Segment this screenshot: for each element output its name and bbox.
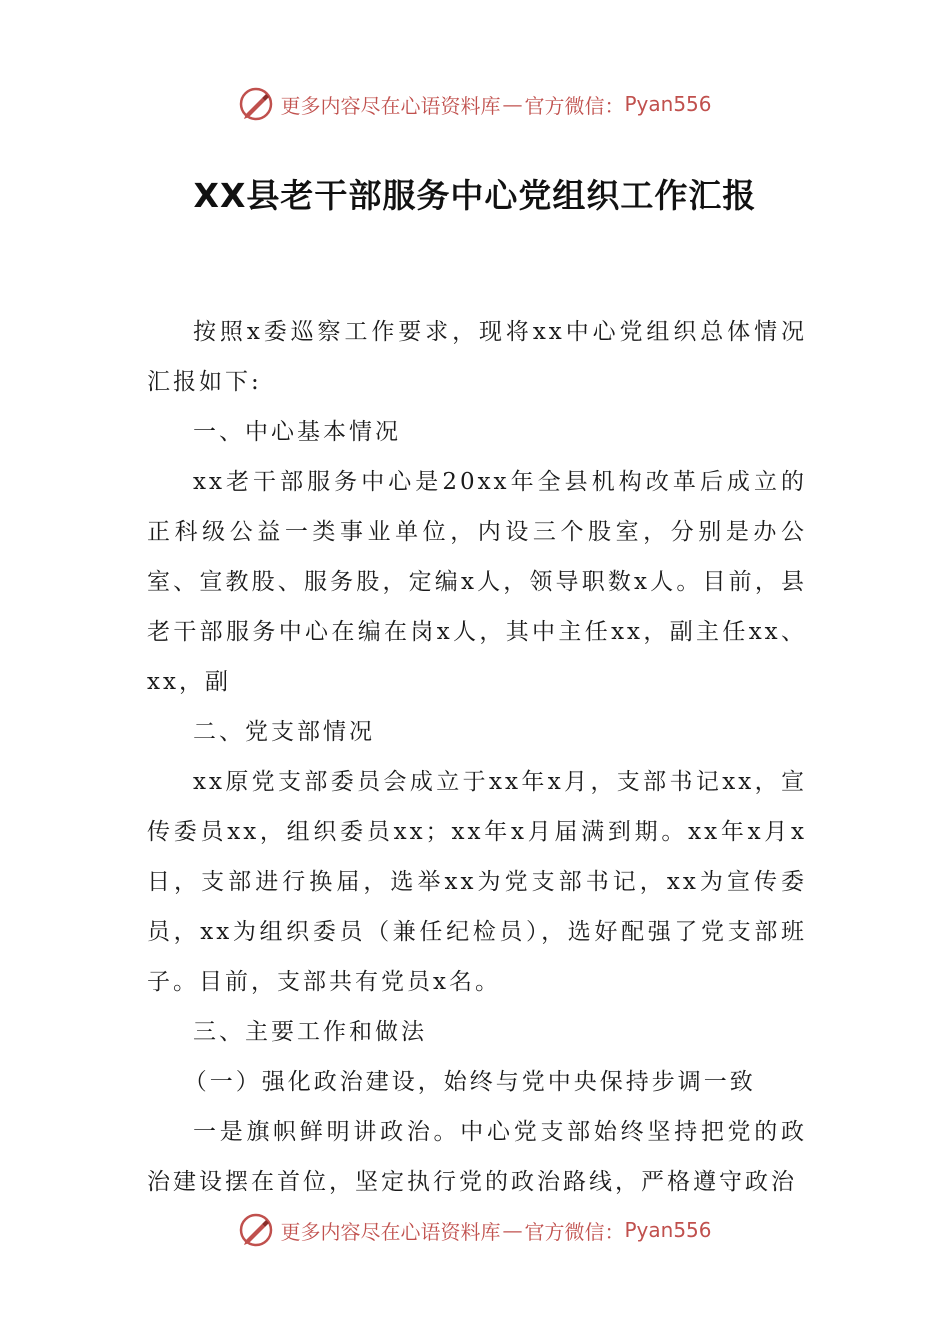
subsection-heading-1: （一）强化政治建设，始终与党中央保持步调一致 bbox=[183, 1069, 756, 1095]
footer-watermark-banner bbox=[0, 1210, 950, 1250]
banner-wechat-label: 官方微信： bbox=[524, 1219, 625, 1244]
paragraph-basic-info: xx老干部服务中心是20xx年全县机构改革后成立的正科级公益一类事业单位，内设三个股室，分别是办公室、宣教股、服务股，定编x人，领导职数x人。目前，县老干部服务中心在编在岗x人，其中主任xx，副主任xx、xx，副 bbox=[147, 469, 807, 695]
banner-text: 更多内容尽在心语资料库 bbox=[280, 93, 501, 118]
section-heading-3: 三、主要工作和做法 bbox=[193, 1019, 427, 1045]
pen-logo-icon bbox=[238, 1212, 274, 1248]
header-watermark-banner bbox=[0, 84, 950, 124]
banner-wechat-id: Pyan556 bbox=[624, 1218, 712, 1242]
paragraph-intro: 按照x委巡察工作要求，现将xx中心党组织总体情况汇报如下: bbox=[147, 319, 807, 395]
document-body bbox=[147, 307, 807, 1207]
banner-separator: — bbox=[502, 1218, 523, 1242]
banner-text: 更多内容尽在心语资料库 bbox=[280, 1219, 501, 1244]
paragraph-branch-info: xx原党支部委员会成立于xx年x月，支部书记xx，宣传委员xx，组织委员xx；xx年x月届满到期。xx年x月x日，支部进行换届，选举xx为党支部书记，xx为宣传委员，xx为组织委员（兼任纪检员），选好配强了党支部班子。目前，支部共有党员x名。 bbox=[147, 769, 807, 995]
section-heading-2: 二、党支部情况 bbox=[193, 719, 375, 745]
banner-wechat-label: 官方微信： bbox=[524, 93, 625, 118]
banner-wechat-id: Pyan556 bbox=[624, 92, 712, 116]
section-heading-1: 一、中心基本情况 bbox=[193, 419, 401, 445]
paragraph-politics: 一是旗帜鲜明讲政治。中心党支部始终坚持把党的政治建设摆在首位，坚定执行党的政治路线，严格遵守政治 bbox=[147, 1119, 807, 1195]
document-title: XX县老干部服务中心党组织工作汇报 bbox=[193, 176, 757, 215]
pen-logo-icon bbox=[238, 86, 274, 122]
banner-separator: — bbox=[502, 92, 523, 116]
